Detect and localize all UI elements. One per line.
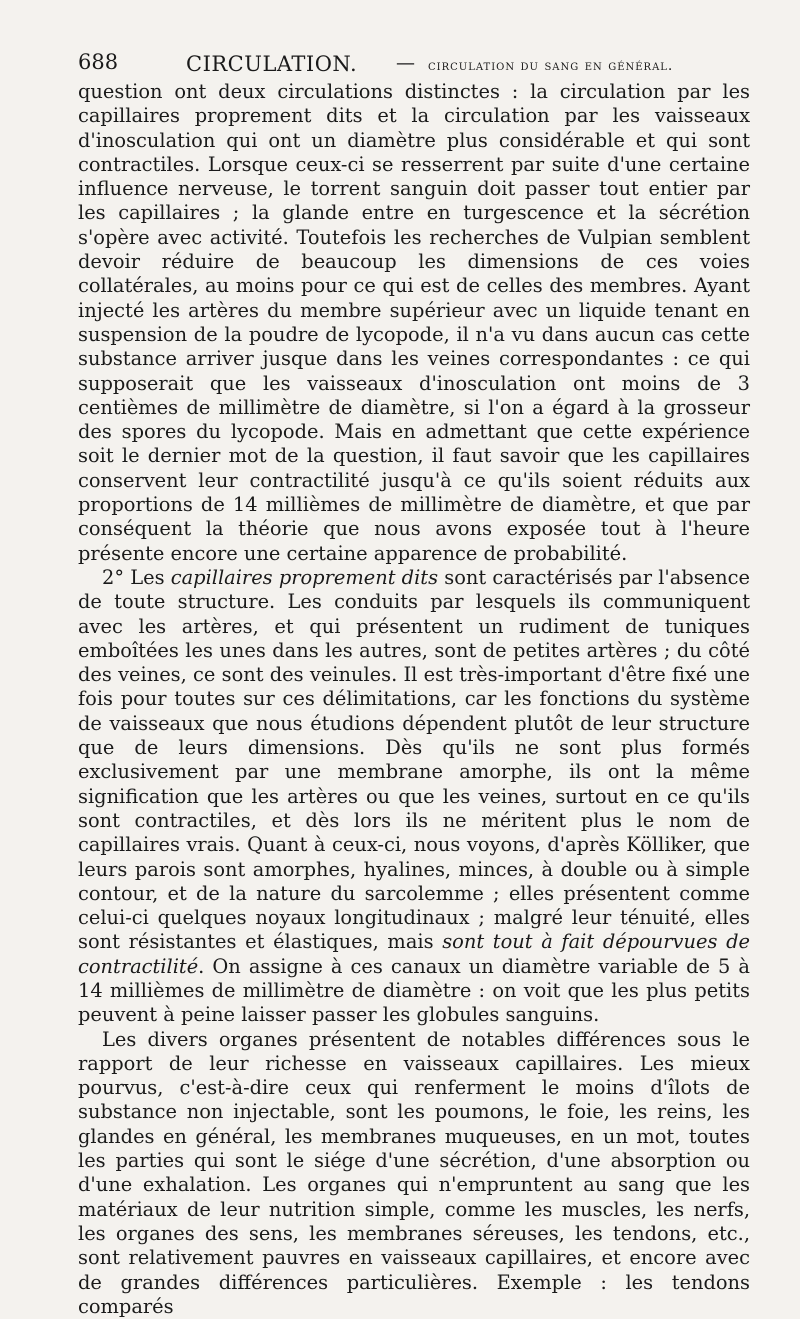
italic-term: capillaires proprement dits bbox=[170, 565, 439, 589]
section-title: circulation du sang en général. bbox=[428, 58, 674, 74]
page-number: 688 bbox=[78, 50, 119, 74]
chapter-title: CIRCULATION. bbox=[186, 52, 358, 76]
italic-phrase: sont tout à fait dépourvues de contractilité bbox=[78, 930, 750, 978]
body-text bbox=[78, 80, 750, 1319]
paragraph-text: Les divers organes présentent de notables différences sous le rapport de leur richesse en vaisseaux capillaires. Les mieux pourvus, c'est-à-dire ceux qui renferment le moins d'îlots de substance non injectable, sont les poumons, le foie, les reins, les glandes en général, les membranes muqueuses, en un mot, toutes les parties qui sont le siége d'une sécrétion, d'une absorption ou d'une exhalation. Les organes qui n'empruntent au sang que les matériaux de leur nutrition simple, comme les muscles, les nerfs, les organes des sens, les membranes séreuses, les tendons, etc., sont relativement pauvres en vaisseaux capillaires, et encore avec de grandes différences particulières. Exemple : les tendons comparés bbox=[78, 1027, 750, 1318]
paragraph-text: sont caractérisés par l'absence de toute structure. Les conduits par lesquels ils communiquent avec les artères, et qui présentent un rudiment de tuniques emboîtées les unes dans les autres, sont de petites artères ; du côté des veines, ce sont des veinules. Il est très-important d'être fixé une fois pour toutes sur ces délimitations, car les fonctions du système de vaisseaux que nous étudions dépendent plutôt de leur structure que de leurs dimensions. Dès qu'ils ne sont plus formés exclusivement par une membrane amorphe, ils ont la même signification que les artères ou que les veines, surtout en ce qu'ils sont contractiles, et dès lors ils ne méritent plus le nom de capillaires vrais. Quant à ceux-ci, nous voyons, d'après Kölliker, que leurs parois sont amorphes, hyalines, minces, à double ou à simple contour, et de la nature du sarcolemme ; elles présentent comme celui-ci quelques noyaux longitudinaux ; malgré leur ténuité, elles sont résistantes et élastiques, mais bbox=[78, 565, 750, 954]
paragraph-2 bbox=[78, 566, 750, 1028]
paragraph-3 bbox=[78, 1028, 750, 1319]
paragraph-text: 2° Les bbox=[102, 565, 171, 589]
paragraph-1 bbox=[78, 80, 750, 566]
running-header bbox=[78, 44, 750, 80]
header-dash: — bbox=[396, 52, 415, 74]
paragraph-text: . On assigne à ces canaux un diamètre variable de 5 à 14 millièmes de millimètre de diamètre : on voit que les plus petits peuvent à peine laisser passer les globules sanguins. bbox=[78, 954, 750, 1027]
paragraph-text: question ont deux circulations distinctes : la circulation par les capillaires proprement dits et la circulation par les vaisseaux d'inosculation qui ont un diamètre plus considérable et qui sont contractiles. Lorsque ceux-ci se resserrent par suite d'une certaine influence nerveuse, le torrent sanguin doit passer tout entier par les capillaires ; la glande entre en turgescence et la sécrétion s'opère avec activité. Toutefois les recherches de Vulpian semblent devoir réduire de beaucoup les dimensions de ces voies collatérales, au moins pour ce qui est de celles des membres. Ayant injecté les artères du membre supérieur avec un liquide tenant en suspension de la poudre de lycopode, il n'a vu dans aucun cas cette substance arriver jusque dans les veines correspondantes : ce qui supposerait que les vaisseaux d'inosculation ont moins de 3 centièmes de millimètre de diamètre, si l'on a égard à la grosseur des spores du lycopode. Mais en admettant que cette expérience soit le dernier mot de la question, il faut savoir que les capillaires conservent leur contractilité jusqu'à ce qu'ils soient réduits aux proportions de 14 millièmes de millimètre de diamètre, et que par conséquent la théorie que nous avons exposée tout à l'heure présente encore une certaine apparence de probabilité. bbox=[78, 80, 750, 565]
